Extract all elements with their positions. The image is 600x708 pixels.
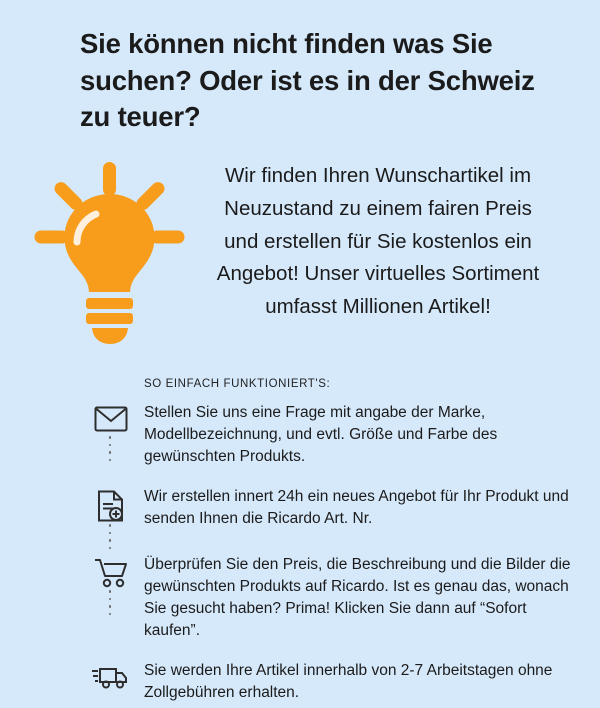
steps-heading: SO EINFACH FUNKTIONIERT'S: [144,378,331,390]
list-item-label: Sie werden Ihre Artikel innerhalb von 2-7 Arbeitstagen ohne Zollgebühren erhalten. [144,662,553,701]
list-item-label: Überprüfen Sie den Preis, die Beschreibung und die Bilder die gewünschten Produkts auf Ricardo. Ist es genau das, wonach Sie gesucht haben? Prima! Klicken Sie dann auf “Sofort kaufen”. [144,556,571,639]
lightbulb-icon [24,162,194,357]
steps-list [78,402,578,708]
list-item-label: Stellen Sie uns eine Frage mit angabe der Marke, Modellbezeichnung, und evtl. Größe und Farbe des gewünschten Produkts. [144,404,498,465]
connector-dots [108,524,112,550]
page-title: Sie können nicht finden was Sie suchen? Oder ist es in der Schweiz zu teuer? [80,28,535,133]
shopping-cart-icon [78,554,144,588]
envelope-icon [78,402,144,432]
list-item [78,402,578,468]
list-item [78,554,578,642]
intro-text: Wir finden Ihren Wunschartikel im Neuzustand zu einem fairen Preis und erstellen für Sie kostenlos ein Angebot! Unser virtuelles Sortiment umfasst Millionen Artikel! [216,164,540,319]
connector-dots [108,590,112,620]
list-item [78,486,578,534]
list-item-label: Wir erstellen innert 24h ein neues Angebot für Ihr Produkt und senden Ihnen die Ricardo Art. Nr. [144,488,569,527]
list-item [78,660,578,708]
delivery-truck-icon [78,660,144,690]
document-add-icon [78,486,144,522]
connector-dots [108,436,112,466]
